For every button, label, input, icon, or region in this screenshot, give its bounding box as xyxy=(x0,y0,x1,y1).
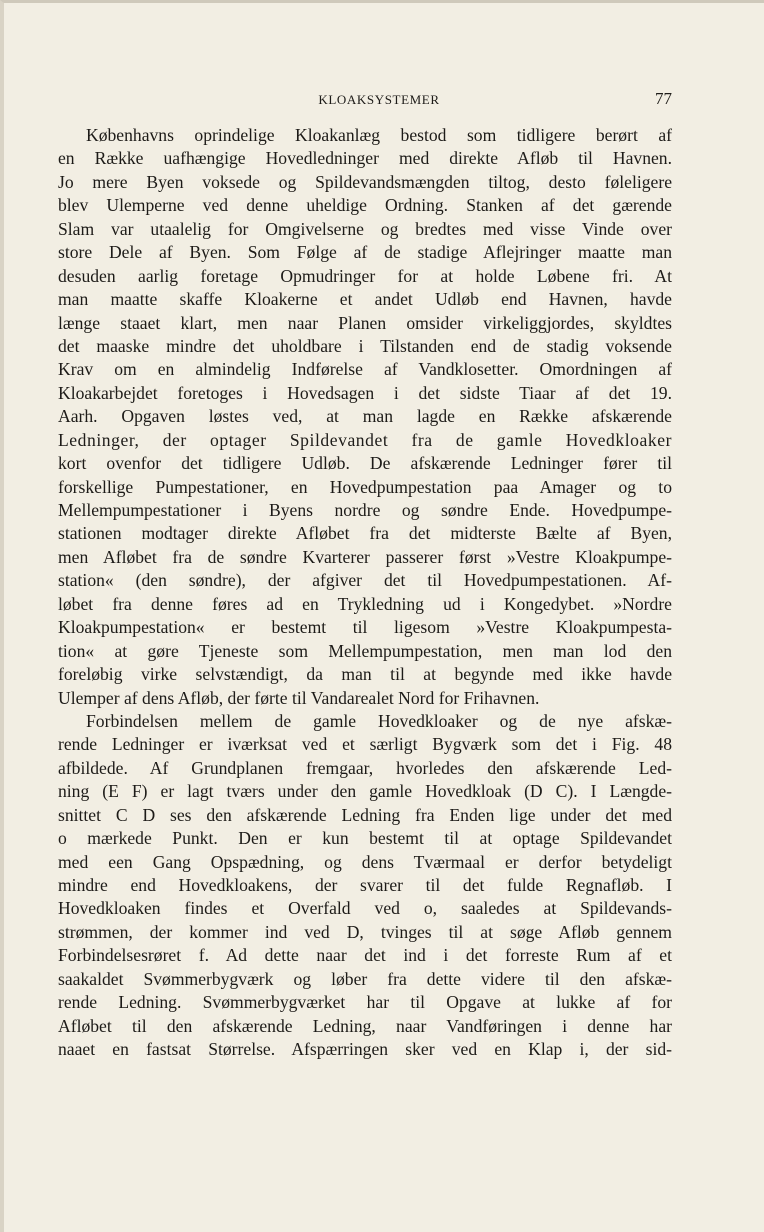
text-line: rende Ledninger er iværksat ved et særligt Bygværk som det i Fig. 48 xyxy=(58,734,672,755)
text-line: men Afløbet fra de søndre Kvarterer passerer først »Vestre Kloakpumpe- xyxy=(58,546,672,567)
text-line: Ledninger, der optager Spildevandet fra de gamle Hovedkloaker xyxy=(58,429,672,450)
text-line: Krav om en almindelig Indførelse af Vandklosetter. Omordningen af xyxy=(58,359,672,380)
page-number: 77 xyxy=(655,89,672,108)
text-line: blev Ulemperne ved denne uheldige Ordning. Stanken af det gærende xyxy=(58,195,672,216)
running-head xyxy=(86,89,672,111)
text-line: længe staaet klart, men naar Planen omsider virkeliggjordes, skyldtes xyxy=(58,312,672,333)
body-text xyxy=(58,124,672,1062)
text-line: Kloakpumpestation« er bestemt til ligesom »Vestre Kloakpumpesta- xyxy=(58,617,672,638)
text-line: Forbindelsesrøret f. Ad dette naar det ind i det forreste Rum af et xyxy=(58,945,672,966)
text-line: Mellempumpestationer i Byens nordre og søndre Ende. Hovedpumpe- xyxy=(58,500,672,520)
text-line: saakaldet Svømmerbygværk og løber fra dette videre til den afskæ- xyxy=(58,968,672,989)
text-line: store Dele af Byen. Som Følge af de stadige Aflejringer maatte man xyxy=(58,242,672,263)
text-line: Slam var utaalelig for Omgivelserne og bredtes med visse Vinde over xyxy=(58,218,672,239)
text-line: rende Ledning. Svømmerbygværket har til Opgave at lukke af for xyxy=(58,992,672,1013)
text-line: Jo mere Byen voksede og Spildevandsmængden tiltog, desto føleligere xyxy=(58,171,672,192)
text-line: stationen modtager direkte Afløbet fra det midterste Bælte af Byen, xyxy=(58,523,672,544)
text-line: løbet fra denne føres ad en Trykledning ud i Kongedybet. »Nordre xyxy=(58,593,672,614)
text-line: ning (E F) er lagt tværs under den gamle Hovedkloak (D C). I Længde- xyxy=(58,781,672,802)
text-line: Aarh. Opgaven løstes ved, at man lagde en Række afskærende xyxy=(58,406,672,427)
paragraph xyxy=(58,710,672,1062)
text-line: o mærkede Punkt. Den er kun bestemt til at optage Spildevandet xyxy=(58,828,672,849)
text-line: afbildede. Af Grundplanen fremgaar, hvorledes den afskærende Led- xyxy=(58,757,672,778)
text-line: med een Gang Opspædning, og dens Tværmaal er derfor betydeligt xyxy=(58,851,672,872)
text-line: snittet C D ses den afskærende Ledning fra Enden lige under det med xyxy=(58,804,672,825)
text-line: Københavns oprindelige Kloakanlæg bestod som tidligere berørt af xyxy=(86,125,672,145)
text-line: Ulemper af dens Afløb, der førte til Vandarealet Nord for Frihavnen. xyxy=(58,687,540,708)
text-line: Forbindelsen mellem de gamle Hovedkloaker og de nye afskæ- xyxy=(86,710,672,731)
text-line: man maatte skaffe Kloakerne et andet Udløb end Havnen, havde xyxy=(58,289,672,310)
text-line: en Række uafhængige Hovedledninger med direkte Afløb til Havnen. xyxy=(58,148,672,169)
text-line: tion« at gøre Tjeneste som Mellempumpestation, men man lod den xyxy=(58,640,672,661)
text-line: Kloakarbejdet foretoges i Hovedsagen i det sidste Tiaar af det 19. xyxy=(58,382,672,403)
text-line: mindre end Hovedkloakens, der svarer til det fulde Regnafløb. I xyxy=(58,875,672,895)
text-line: forskellige Pumpestationer, en Hovedpumpestation paa Amager og to xyxy=(58,476,672,497)
text-line: det maaske mindre det uholdbare i Tilstanden end de stadig voksende xyxy=(58,335,672,356)
running-title: KLOAKSYSTEMER xyxy=(318,92,440,107)
text-line: naaet en fastsat Størrelse. Afspærringen sker ved en Klap i, der sid- xyxy=(58,1039,672,1060)
text-line: desuden aarlig foretage Opmudringer for at holde Løbene fri. At xyxy=(58,265,672,286)
text-line: foreløbig virke selvstændigt, da man til at begynde med ikke havde xyxy=(58,664,672,685)
text-line: station« (den søndre), der afgiver det til Hovedpumpestationen. Af- xyxy=(58,570,672,591)
paragraph xyxy=(58,124,672,710)
text-line: Afløbet til den afskærende Ledning, naar Vandføringen i denne har xyxy=(58,1015,672,1036)
text-line: kort ovenfor det tidligere Udløb. De afskærende Ledninger fører til xyxy=(58,453,672,474)
text-line: Hovedkloaken findes et Overfald ved o, saaledes at Spildevands- xyxy=(58,898,672,919)
text-line: strømmen, der kommer ind ved D, tvinges til at søge Afløb gennem xyxy=(58,921,672,942)
